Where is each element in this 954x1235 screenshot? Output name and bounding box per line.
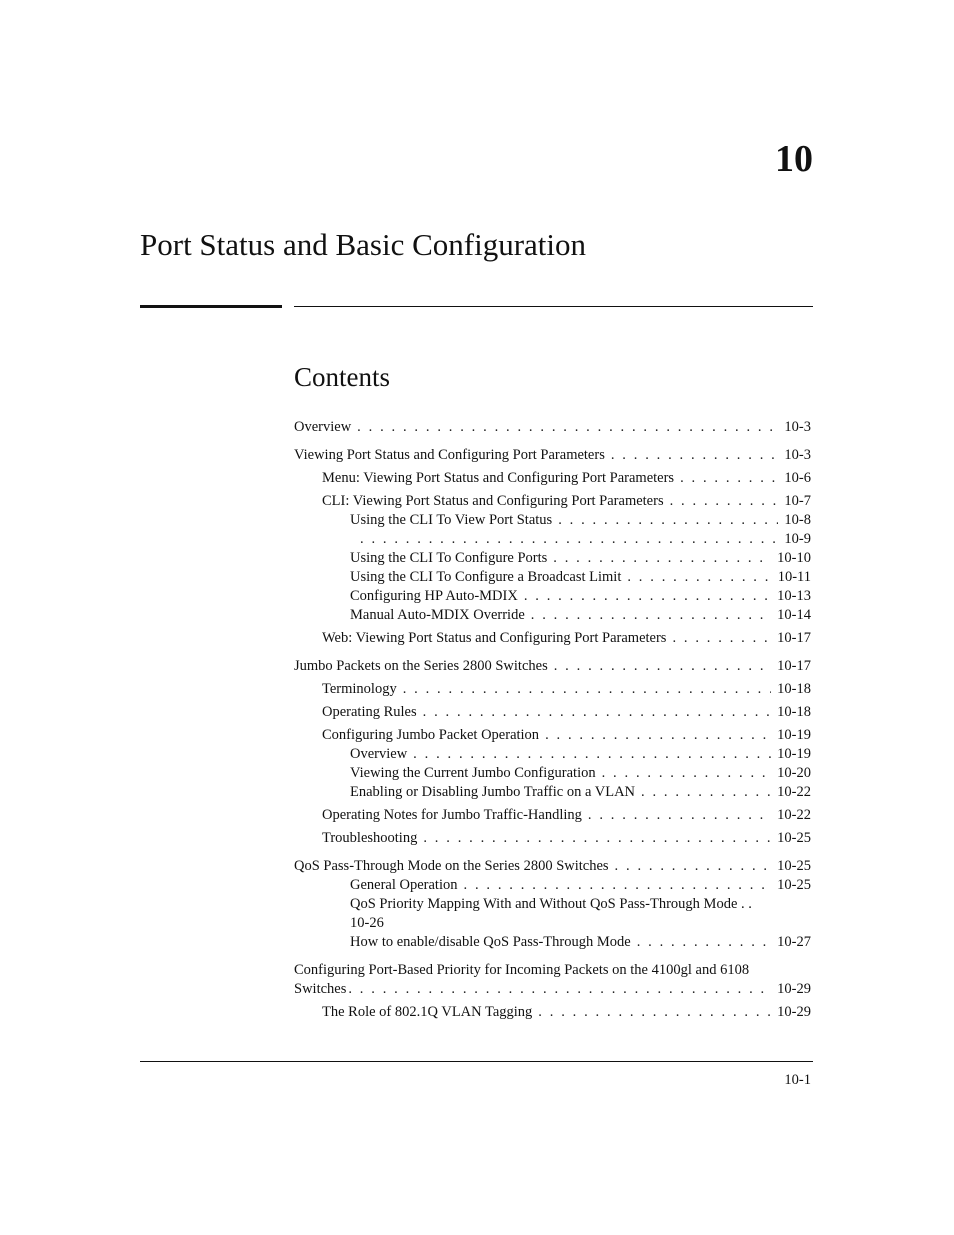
toc-entry-text: Enabling or Disabling Jumbo Traffic on a VLAN: [350, 784, 636, 800]
toc-entry-page: 10-25: [777, 877, 811, 893]
toc-entry-text-continuation: Switches: [294, 981, 347, 997]
toc-entry-text: Overview: [294, 419, 352, 435]
toc-leader: [360, 530, 778, 549]
title-rule-thick: [140, 305, 282, 308]
toc-entry-jumbo-overview[interactable]: [294, 745, 811, 764]
toc-entry-page: 10-17: [777, 630, 811, 646]
toc-entry-troubleshooting[interactable]: [294, 829, 811, 848]
toc-entry-page: 10-27: [777, 934, 811, 950]
toc-entry-page: 10-10: [777, 550, 811, 566]
toc-entry-viewing-port-status[interactable]: [294, 446, 811, 465]
toc-entry-qos-pass-through[interactable]: [294, 857, 811, 876]
toc-leader: [423, 829, 771, 848]
toc-entry-page: 10-3: [784, 419, 811, 435]
toc-entry-page: 10-20: [777, 765, 811, 781]
toc-leader: [611, 446, 779, 465]
toc-entry-text: Menu: Viewing Port Status and Configuring Port Parameters: [322, 470, 675, 486]
toc-entry-operating-rules[interactable]: [294, 703, 811, 722]
toc-entry-untitled[interactable]: [294, 530, 811, 549]
toc-entry-text: Overview: [350, 746, 408, 762]
footer-rule: [140, 1061, 813, 1062]
toc-entry-text: CLI: Viewing Port Status and Configuring Port Parameters: [322, 493, 664, 509]
toc-entry-text: General Operation: [350, 877, 458, 893]
toc-entry-page: 10-14: [777, 607, 811, 623]
toc-entry-cli-view-port-status[interactable]: [294, 511, 811, 530]
toc-entry-text: QoS Priority Mapping With and Without QoS Pass-Through Mode: [350, 896, 738, 912]
contents-heading: Contents: [294, 362, 391, 392]
toc-leader: . .: [741, 896, 752, 912]
toc-entry-text: QoS Pass-Through Mode on the Series 2800 Switches: [294, 858, 609, 874]
toc-entry-page: 10-22: [777, 807, 811, 823]
toc-leader: [553, 549, 771, 568]
chapter-number: 10: [775, 138, 813, 180]
toc-entry-web-viewing[interactable]: [294, 629, 811, 648]
toc-entry-enable-qos-pass-through[interactable]: [294, 933, 811, 952]
toc-entry-page: 10-25: [777, 858, 811, 874]
toc-entry-page: 10-26: [350, 915, 384, 931]
toc-entry-page: 10-7: [784, 493, 811, 509]
toc-entry-cli-viewing[interactable]: [294, 492, 811, 511]
toc-entry-manual-auto-mdix[interactable]: [294, 606, 811, 625]
toc-entry-menu-viewing[interactable]: [294, 469, 811, 488]
toc-entry-vlan-tagging[interactable]: [294, 1003, 811, 1022]
toc-entry-cli-configure-ports[interactable]: [294, 549, 811, 568]
toc-leader: [348, 980, 771, 999]
toc-entry-page: 10-22: [777, 784, 811, 800]
toc-leader: [524, 587, 771, 606]
toc-entry-page: 10-6: [784, 470, 811, 486]
toc-leader: [627, 568, 771, 587]
toc-leader: [637, 933, 771, 952]
table-of-contents: [294, 418, 811, 1022]
toc-leader: [558, 511, 778, 530]
toc-leader: [615, 857, 772, 876]
toc-entry-text: Configuring Port-Based Priority for Incoming Packets on the 4100gl and 6108: [294, 962, 750, 978]
toc-entry-text: Troubleshooting: [322, 830, 418, 846]
toc-entry-text: Viewing the Current Jumbo Configuration: [350, 765, 596, 781]
toc-leader: [545, 726, 771, 745]
toc-entry-text: Using the CLI To Configure Ports: [350, 550, 548, 566]
toc-entry-text: Operating Notes for Jumbo Traffic-Handling: [322, 807, 582, 823]
toc-entry-terminology[interactable]: [294, 680, 811, 699]
toc-entry-page: 10-3: [784, 447, 811, 463]
toc-leader: [423, 703, 772, 722]
toc-entry-page: 10-18: [777, 704, 811, 720]
toc-entry-page: 10-18: [777, 681, 811, 697]
toc-entry-page: 10-8: [784, 512, 811, 528]
toc-leader: [680, 469, 778, 488]
toc-leader: [602, 764, 772, 783]
toc-entry-text: Using the CLI To Configure a Broadcast Limit: [350, 569, 622, 585]
toc-entry-viewing-jumbo-config[interactable]: [294, 764, 811, 783]
toc-entry-text: The Role of 802.1Q VLAN Tagging: [322, 1004, 533, 1020]
toc-entry-text: Configuring HP Auto-MDIX: [350, 588, 518, 604]
toc-entry-page: 10-29: [777, 981, 811, 997]
toc-entry-page: 10-11: [777, 569, 811, 585]
toc-leader: [588, 806, 771, 825]
toc-entry-text: Web: Viewing Port Status and Configuring Port Parameters: [322, 630, 667, 646]
toc-entry-page: 10-9: [784, 531, 811, 547]
toc-leader: [672, 629, 771, 648]
toc-entry-page: 10-19: [777, 746, 811, 762]
toc-entry-qos-priority-mapping-page[interactable]: [294, 914, 811, 933]
title-rule-thin: [294, 306, 813, 307]
toc-entry-page: 10-29: [777, 1004, 811, 1020]
toc-entry-operating-notes-jumbo[interactable]: [294, 806, 811, 825]
toc-entry-general-operation[interactable]: [294, 876, 811, 895]
toc-leader: [413, 745, 771, 764]
toc-entry-text: Operating Rules: [322, 704, 417, 720]
toc-entry-page: 10-25: [777, 830, 811, 846]
toc-leader: [403, 680, 771, 699]
toc-entry-text: Jumbo Packets on the Series 2800 Switches: [294, 658, 548, 674]
toc-entry-text: Manual Auto-MDIX Override: [350, 607, 525, 623]
toc-entry-text: Terminology: [322, 681, 397, 697]
toc-leader: [464, 876, 772, 895]
toc-entry-port-based-priority-cont[interactable]: [294, 980, 811, 999]
toc-entry-overview[interactable]: [294, 418, 811, 437]
toc-entry-auto-mdix[interactable]: [294, 587, 811, 606]
toc-entry-broadcast-limit[interactable]: [294, 568, 811, 587]
toc-entry-page: 10-19: [777, 727, 811, 743]
toc-entry-enabling-jumbo[interactable]: [294, 783, 811, 802]
toc-entry-page: 10-17: [777, 658, 811, 674]
toc-leader: [531, 606, 771, 625]
toc-entry-text: Configuring Jumbo Packet Operation: [322, 727, 540, 743]
toc-entry-text: How to enable/disable QoS Pass-Through Mode: [350, 934, 631, 950]
toc-leader: [670, 492, 779, 511]
toc-entry-qos-priority-mapping[interactable]: [294, 895, 811, 914]
chapter-title: Port Status and Basic Configuration: [140, 227, 587, 262]
toc-entry-text: Using the CLI To View Port Status: [350, 512, 553, 528]
toc-leader: [357, 418, 778, 437]
toc-entry-port-based-priority[interactable]: [294, 961, 811, 980]
toc-leader: [641, 783, 771, 802]
toc-entry-text: Viewing Port Status and Configuring Port Parameters: [294, 447, 605, 463]
toc-entry-configuring-jumbo[interactable]: [294, 726, 811, 745]
toc-leader: [554, 657, 771, 676]
toc-leader: [538, 1003, 771, 1022]
page-number: 10-1: [784, 1072, 811, 1088]
toc-entry-page: 10-13: [777, 588, 811, 604]
toc-entry-jumbo-packets[interactable]: [294, 657, 811, 676]
